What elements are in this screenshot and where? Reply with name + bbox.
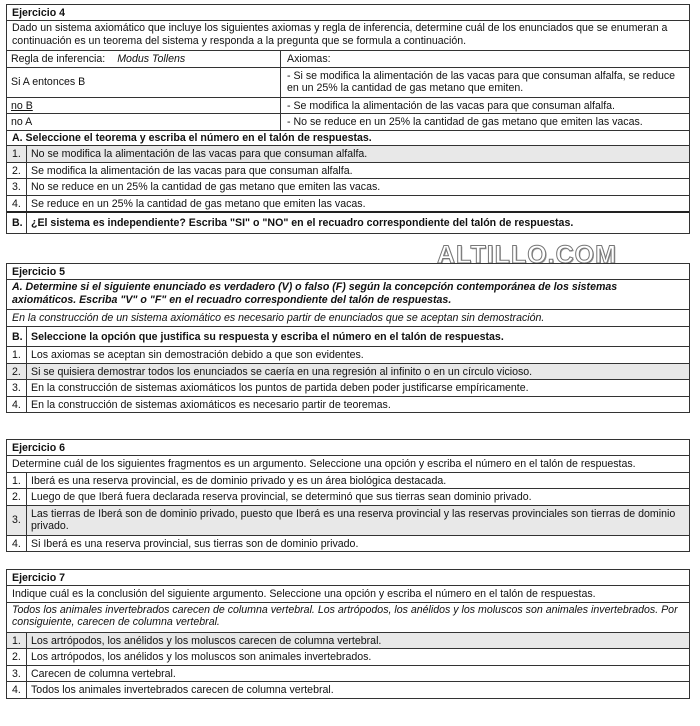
exercise-7-title: Ejercicio 7 [7,570,689,586]
part-a-instruction: A. Determine si el siguiente enunciado es verdadero (V) o falso (F) según la concepción contemporánea de los sistemas axiomáticos. Escriba "V" o "F" en el recuadro correspondiente del talón de respuestas. [7,280,689,310]
part-b-instruction: B. ¿El sistema es independiente? Escriba "SI" o "NO" en el recuadro correspondiente del talón de respuestas. [7,213,689,233]
option-item: 1. Iberá es una reserva provincial, es de dominio privado y es un área biológica destacada. [7,473,689,490]
option-item: 4. Todos los animales invertebrados carecen de columna vertebral. [7,682,689,698]
option-item: 2. Se modifica la alimentación de las vacas para que consuman alfalfa. [7,163,689,180]
inference-left: no A [7,114,281,130]
rule-label: Regla de inferencia: [11,53,106,65]
option-item: 2. Si se quisiera demostrar todos los enunciados se caería en una regresión al infinito o en un círculo vicioso. [7,364,689,381]
rule-axioms-header [7,51,689,68]
part-a-instruction: A. Seleccione el teorema y escriba el número en el talón de respuestas. [7,131,689,147]
rule-name: Modus Tollens [117,53,186,65]
inference-row [7,98,689,115]
exercise-4-intro: Dado un sistema axiomático que incluye los siguientes axiomas y regla de inferencia, determine cuál de los enunciados que se enumeran a continuación es un teorema del sistema y responda a la pregunta que se formula a continuación. [7,21,689,51]
option-item: 2. Luego de que Iberá fuera declarada reserva provincial, se determinó que sus tierras sean dominio privado. [7,489,689,506]
inference-left: Si A entonces B [7,68,281,97]
option-item: 1. Los axiomas se aceptan sin demostración debido a que son evidentes. [7,347,689,364]
option-item: 3. Carecen de columna vertebral. [7,666,689,683]
statement: En la construcción de un sistema axiomático es necesario partir de enunciados que se aceptan sin demostración. [7,310,689,327]
option-item: 4. En la construcción de sistemas axiomáticos es necesario partir de teoremas. [7,397,689,413]
exercise-6-intro: Determine cuál de los siguientes fragmentos es un argumento. Seleccione una opción y escriba el número en el talón de respuestas. [7,456,689,473]
option-item: 3. No se reduce en un 25% la cantidad de gas metano que emiten las vacas. [7,179,689,196]
option-item: 4. Se reduce en un 25% la cantidad de gas metano que emiten las vacas. [7,196,689,214]
axiom-1: - Si se modifica la alimentación de las vacas para que consuman alfalfa, se reduce en un 25% la cantidad de gas metano que emiten. [287,69,676,94]
part-b-instruction: B. Seleccione la opción que justifica su respuesta y escriba el número en el talón de respuestas. [7,327,689,348]
axiom-3: - No se reduce en un 25% la cantidad de gas metano que emiten las vacas. [287,116,643,128]
exercise-7 [6,569,690,699]
inference-left: no B [7,98,281,114]
exercise-6 [6,439,690,552]
exercise-7-intro: Indique cuál es la conclusión del siguiente argumento. Seleccione una opción y escriba el número en el talón de respuestas. [7,586,689,603]
option-item: 3. En la construcción de sistemas axiomáticos los puntos de partida deben poder justificarse empíricamente. [7,380,689,397]
exercise-5-title: Ejercicio 5 [7,264,689,280]
option-item: 1. No se modifica la alimentación de las vacas para que consuman alfalfa. [7,146,689,163]
argument-text: Todos los animales invertebrados carecen de columna vertebral. Los artrópodos, los anélidos y los moluscos son animales invertebrados. Por consiguiente, carecen de columna vertebral. [7,603,689,633]
exercise-6-title: Ejercicio 6 [7,440,689,456]
exercise-4 [6,4,690,234]
axiom-2: - Se modifica la alimentación de las vacas para que consuman alfalfa. [287,99,615,112]
option-item: 2. Los artrópodos, los anélidos y los moluscos son animales invertebrados. [7,649,689,666]
axioms-label: Axiomas: [287,53,331,65]
inference-row [7,114,689,131]
exercise-5 [6,263,690,413]
watermark: ALTILLO.COM [437,241,617,269]
option-item: 4. Si Iberá es una reserva provincial, sus tierras son de dominio privado. [7,536,689,552]
option-item: 3. Las tierras de Iberá son de dominio privado, puesto que Iberá es una reserva provincial y las reservas provinciales son tierras de dominio privado. [7,506,689,536]
option-item: 1. Los artrópodos, los anélidos y los moluscos carecen de columna vertebral. [7,633,689,650]
inference-row [7,68,689,98]
exercise-4-title: Ejercicio 4 [7,5,689,21]
